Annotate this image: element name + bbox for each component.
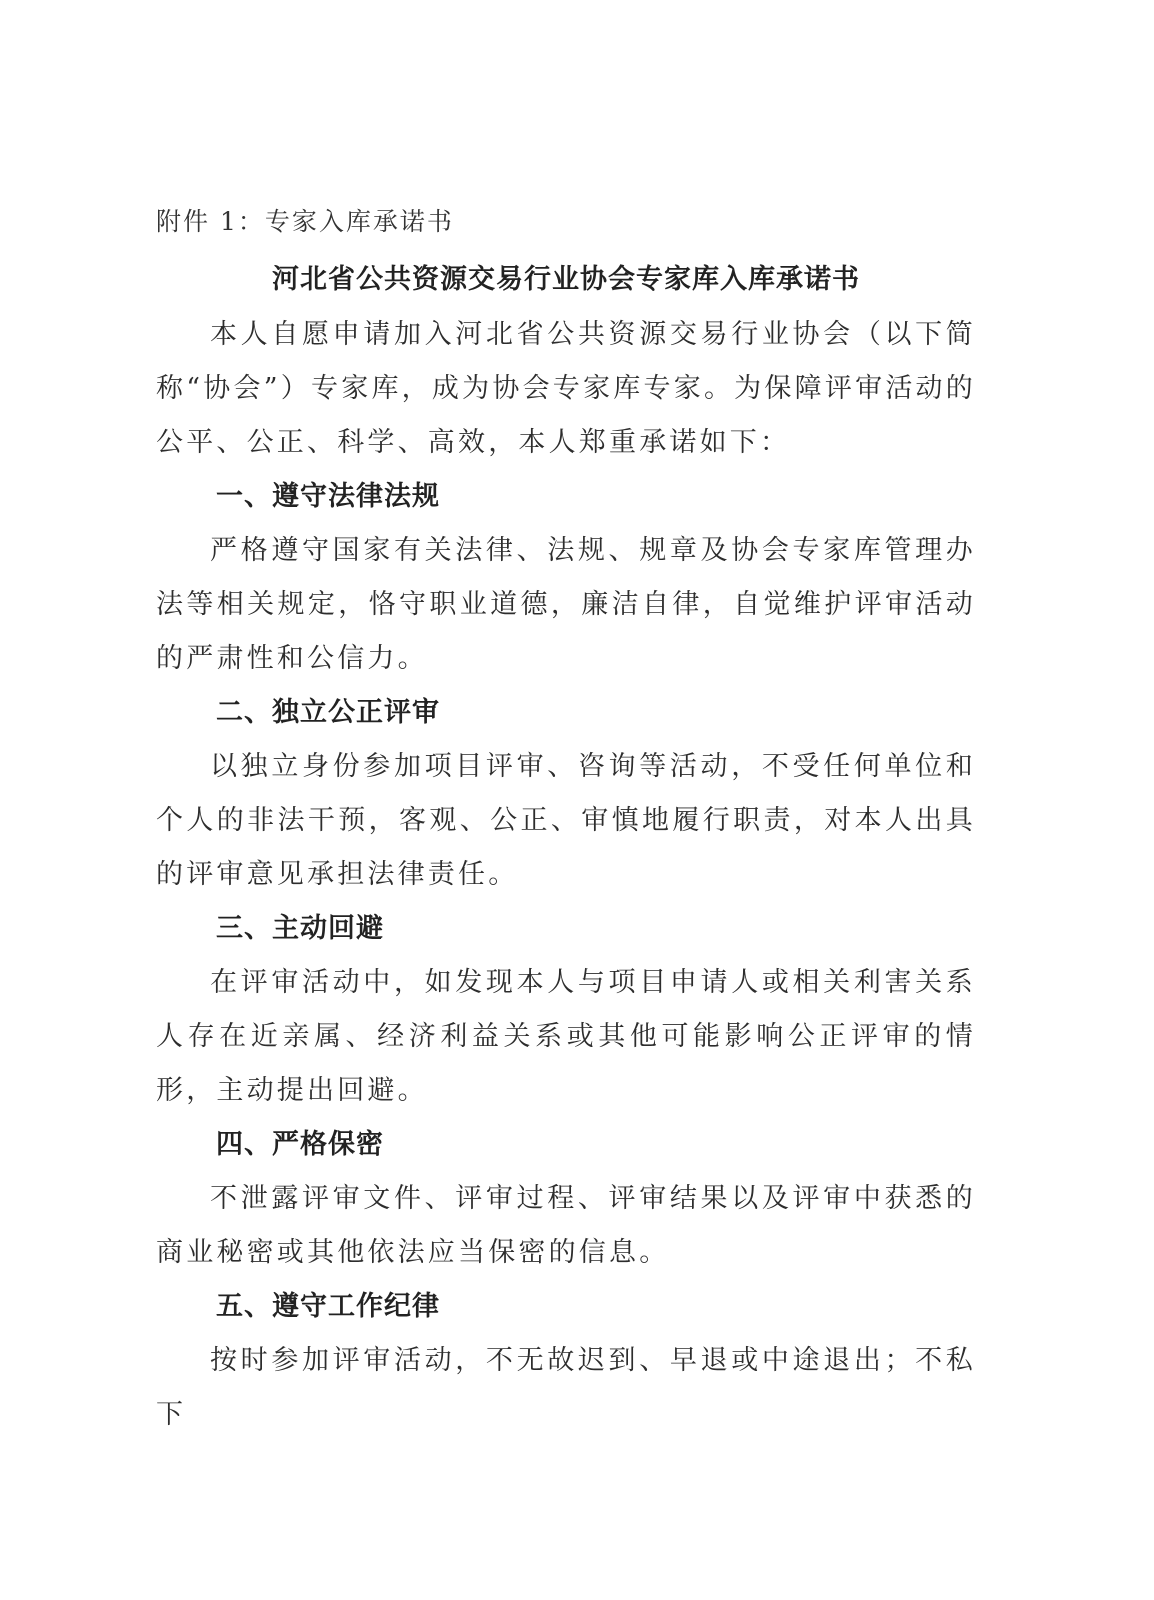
- section-heading-3: 三、主动回避: [216, 913, 384, 944]
- intro-paragraph: 本人自愿申请加入河北省公共资源交易行业协会（以下简称“协会”）专家库，成为协会专家库专家。为保障评审活动的公平、公正、科学、高效，本人郑重承诺如下：: [156, 319, 976, 458]
- section-body-5: 按时参加评审活动，不无故迟到、早退或中途退出；不私下: [156, 1345, 976, 1430]
- section-body-4: 不泄露评审文件、评审过程、评审结果以及评审中获悉的商业秘密或其他依法应当保密的信息。: [156, 1183, 976, 1268]
- section-heading-4: 四、严格保密: [216, 1129, 384, 1160]
- document-title: 河北省公共资源交易行业协会专家库入库承诺书: [272, 264, 860, 295]
- section-body-1: 严格遵守国家有关法律、法规、规章及协会专家库管理办法等相关规定，恪守职业道德，廉洁自律，自觉维护评审活动的严肃性和公信力。: [156, 535, 976, 674]
- section-heading-2: 二、独立公正评审: [216, 697, 440, 728]
- attachment-label: 附件 1：专家入库承诺书: [156, 207, 454, 236]
- section-heading-5: 五、遵守工作纪律: [216, 1291, 440, 1322]
- section-body-3: 在评审活动中，如发现本人与项目申请人或相关利害关系人存在近亲属、经济利益关系或其他可能影响公正评审的情形，主动提出回避。: [156, 967, 976, 1106]
- document-body: [156, 202, 976, 1442]
- section-heading-1: 一、遵守法律法规: [216, 481, 440, 512]
- section-body-2: 以独立身份参加项目评审、咨询等活动，不受任何单位和个人的非法干预，客观、公正、审慎地履行职责，对本人出具的评审意见承担法律责任。: [156, 751, 976, 890]
